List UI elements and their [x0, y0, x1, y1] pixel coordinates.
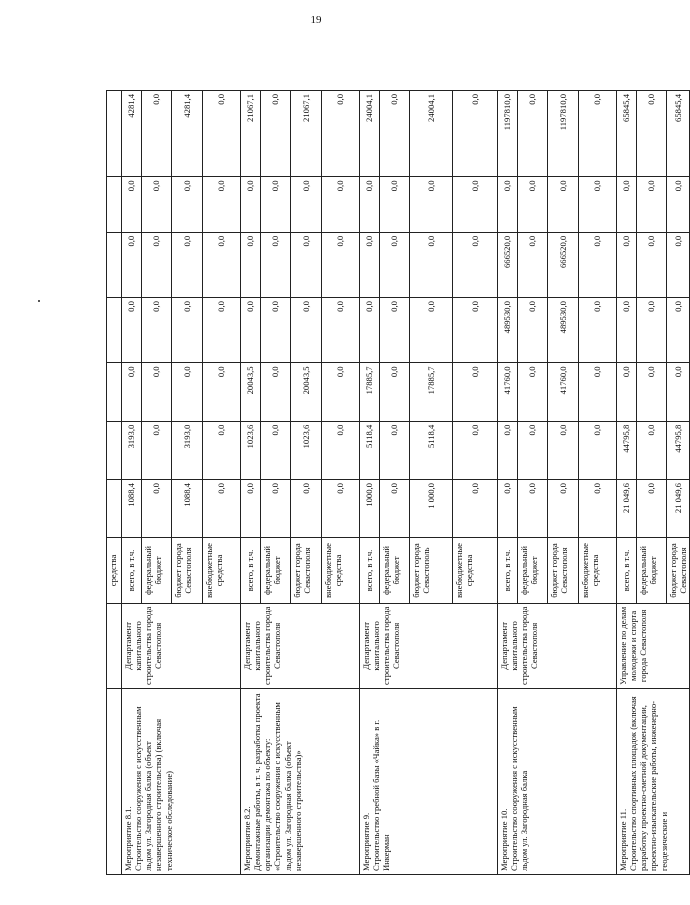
value-cell: 0,0	[203, 91, 241, 177]
value-cell: 0,0	[453, 298, 498, 363]
value-cell: 0,0	[122, 363, 142, 421]
value-cell: 0,0	[360, 232, 380, 297]
value-cell: 0,0	[637, 363, 667, 421]
value-cell: 0,0	[579, 91, 617, 177]
responsible-cell: Департамент капитального строительства города Севастополя	[241, 603, 360, 688]
continuation-row	[107, 91, 122, 875]
value-cell: 5118,4	[410, 421, 453, 479]
source-cell: внебюджетные средства	[579, 538, 617, 603]
value-cell: 0,0	[410, 298, 453, 363]
responsible-cell: Управление по делам молодежи и спорта города Севастополя	[617, 603, 690, 688]
value-cell: 20043,5	[241, 363, 261, 421]
value-cell: 0,0	[322, 298, 360, 363]
value-cell: 0,0	[617, 177, 637, 232]
value-cell: 0,0	[142, 363, 172, 421]
value-cell: 0,0	[261, 298, 291, 363]
value-cell: 0,0	[667, 177, 690, 232]
value-cell: 3193,0	[172, 421, 203, 479]
value-cell: 0,0	[203, 363, 241, 421]
value-cell: 0,0	[453, 480, 498, 538]
value-cell	[107, 91, 122, 177]
value-cell: 0,0	[579, 480, 617, 538]
value-cell: 0,0	[548, 177, 579, 232]
value-cell: 0,0	[241, 232, 261, 297]
value-cell: 0,0	[453, 177, 498, 232]
value-cell	[107, 298, 122, 363]
value-cell: 1088,4	[172, 480, 203, 538]
value-cell: 0,0	[322, 480, 360, 538]
source-cell: бюджет города Севастополь	[410, 538, 453, 603]
page-number: 19	[310, 14, 322, 26]
table-row	[498, 91, 518, 875]
value-cell: 0,0	[241, 298, 261, 363]
source-cell: федеральный бюджет	[637, 538, 667, 603]
value-cell: 0,0	[498, 177, 518, 232]
value-cell: 0,0	[637, 298, 667, 363]
source-cell: всего, в т.ч.	[498, 538, 518, 603]
source-cell: внебюджетные средства	[453, 538, 498, 603]
value-cell: 1000,0	[360, 480, 380, 538]
value-cell: 0,0	[518, 363, 548, 421]
value-cell: 0,0	[518, 91, 548, 177]
value-cell: 0,0	[322, 421, 360, 479]
value-cell: 0,0	[291, 232, 322, 297]
value-cell	[107, 363, 122, 421]
value-cell: 65845,4	[667, 91, 690, 177]
value-cell: 21067,1	[241, 91, 261, 177]
value-cell: 4281,4	[122, 91, 142, 177]
table-body	[107, 91, 690, 875]
responsible-cell: Департамент капитального строительства города Севастополя	[360, 603, 498, 688]
scan-speck	[38, 300, 40, 302]
value-cell: 0,0	[122, 232, 142, 297]
event-cell	[107, 689, 122, 875]
value-cell: 0,0	[172, 363, 203, 421]
value-cell: 0,0	[617, 363, 637, 421]
value-cell: 0,0	[142, 232, 172, 297]
value-cell	[107, 232, 122, 297]
value-cell: 24004,1	[360, 91, 380, 177]
value-cell: 0,0	[617, 232, 637, 297]
value-cell: 0,0	[637, 177, 667, 232]
value-cell: 41760,0	[548, 363, 579, 421]
value-cell: 0,0	[548, 421, 579, 479]
value-cell: 21 049,6	[667, 480, 690, 538]
value-cell: 0,0	[291, 480, 322, 538]
value-cell: 0,0	[142, 91, 172, 177]
value-cell: 0,0	[203, 480, 241, 538]
value-cell: 0,0	[203, 298, 241, 363]
value-cell: 21067,1	[291, 91, 322, 177]
value-cell: 0,0	[637, 232, 667, 297]
value-cell: 0,0	[142, 421, 172, 479]
budget-table	[106, 90, 690, 875]
value-cell: 1023,6	[241, 421, 261, 479]
value-cell: 0,0	[322, 363, 360, 421]
value-cell: 0,0	[203, 232, 241, 297]
value-cell: 0,0	[122, 177, 142, 232]
value-cell: 0,0	[380, 177, 410, 232]
value-cell: 0,0	[261, 363, 291, 421]
value-cell: 0,0	[453, 232, 498, 297]
event-cell: Мероприятие 11. Строительство спортивных площадок (включая разработку проектно-сметной документации, проектно-изыскательские работы, инженерно-геодезические и	[617, 689, 690, 875]
source-cell: всего, в т.ч.	[617, 538, 637, 603]
value-cell: 4281,4	[172, 91, 203, 177]
value-cell	[107, 177, 122, 232]
value-cell: 1 000,0	[410, 480, 453, 538]
value-cell: 24004,1	[410, 91, 453, 177]
value-cell: 3193,0	[122, 421, 142, 479]
value-cell: 0,0	[261, 91, 291, 177]
value-cell: 17885,7	[360, 363, 380, 421]
value-cell: 0,0	[380, 232, 410, 297]
value-cell: 0,0	[172, 177, 203, 232]
rotated-table-stage	[106, 90, 689, 875]
value-cell: 1197810,0	[498, 91, 518, 177]
value-cell: 0,0	[518, 480, 548, 538]
value-cell: 0,0	[322, 177, 360, 232]
table-row	[360, 91, 380, 875]
source-cell: внебюджетные средства	[203, 538, 241, 603]
value-cell: 489530,0	[548, 298, 579, 363]
source-cell: федеральный бюджет	[380, 538, 410, 603]
value-cell: 1197810,0	[548, 91, 579, 177]
event-cell: Мероприятие 10. Строительство сооружения с искусственным льдом ул. Загородная балка	[498, 689, 617, 875]
value-cell: 0,0	[579, 421, 617, 479]
value-cell: 0,0	[380, 480, 410, 538]
value-cell: 0,0	[172, 298, 203, 363]
value-cell: 0,0	[261, 177, 291, 232]
source-cell: бюджет города Севастополя	[172, 538, 203, 603]
value-cell: 65845,4	[617, 91, 637, 177]
value-cell: 20043,5	[291, 363, 322, 421]
value-cell: 0,0	[667, 298, 690, 363]
value-cell: 0,0	[498, 421, 518, 479]
table-row	[241, 91, 261, 875]
value-cell: 0,0	[518, 298, 548, 363]
value-cell	[107, 421, 122, 479]
event-cell: Мероприятие 9. Строительство гребной базы «Чайка» в г. Инкерман	[360, 689, 498, 875]
value-cell: 21 049,6	[617, 480, 637, 538]
value-cell: 0,0	[203, 421, 241, 479]
value-cell: 0,0	[637, 91, 667, 177]
value-cell: 0,0	[291, 298, 322, 363]
source-cell: всего, в т.ч.	[122, 538, 142, 603]
value-cell: 0,0	[380, 298, 410, 363]
value-cell: 0,0	[142, 177, 172, 232]
event-cell: Мероприятие 8.1. Строительство сооружения с искусственным льдом ул. Загородная балка (объект незавершенного строительства) (включая техническое обследование)	[122, 689, 241, 875]
value-cell: 0,0	[142, 298, 172, 363]
value-cell: 0,0	[410, 177, 453, 232]
value-cell: 0,0	[261, 480, 291, 538]
value-cell: 0,0	[518, 232, 548, 297]
value-cell: 0,0	[498, 480, 518, 538]
value-cell: 5118,4	[360, 421, 380, 479]
value-cell: 0,0	[380, 421, 410, 479]
value-cell: 0,0	[172, 232, 203, 297]
value-cell: 0,0	[637, 421, 667, 479]
table-row	[122, 91, 142, 875]
source-cell: внебюджетные средства	[322, 538, 360, 603]
source-cell: средства	[107, 538, 122, 603]
value-cell: 0,0	[241, 177, 261, 232]
source-cell: федеральный бюджет	[518, 538, 548, 603]
event-cell: Мероприятие 8.2. Демонтажные работы, в т. ч. разработка проекта организации демонтажа по объекту: «Строительство сооружения с искусственным льдом ул. Загородная балка (объект незавершенного строительства)»	[241, 689, 360, 875]
source-cell: всего, в т.ч.	[241, 538, 261, 603]
value-cell: 0,0	[360, 177, 380, 232]
value-cell: 0,0	[518, 177, 548, 232]
value-cell: 0,0	[518, 421, 548, 479]
value-cell: 0,0	[291, 177, 322, 232]
source-cell: бюджет города Севастополя	[291, 538, 322, 603]
source-cell: всего, в т.ч.	[360, 538, 380, 603]
value-cell: 0,0	[453, 363, 498, 421]
value-cell: 0,0	[637, 480, 667, 538]
value-cell: 0,0	[548, 480, 579, 538]
value-cell	[107, 480, 122, 538]
value-cell: 0,0	[322, 232, 360, 297]
source-cell: бюджет города Севастополя	[548, 538, 579, 603]
value-cell: 1023,6	[291, 421, 322, 479]
value-cell: 0,0	[203, 177, 241, 232]
value-cell: 0,0	[322, 91, 360, 177]
responsible-cell: Департамент капитального строительства города Севастополя	[122, 603, 241, 688]
value-cell: 0,0	[360, 298, 380, 363]
responsible-cell	[107, 603, 122, 688]
value-cell: 44795,8	[617, 421, 637, 479]
value-cell: 44795,8	[667, 421, 690, 479]
source-cell: бюджет города Севастополя	[667, 538, 690, 603]
table-row	[617, 91, 637, 875]
value-cell: 41760,0	[498, 363, 518, 421]
value-cell: 0,0	[667, 232, 690, 297]
value-cell: 0,0	[241, 480, 261, 538]
source-cell: федеральный бюджет	[142, 538, 172, 603]
value-cell: 0,0	[261, 421, 291, 479]
value-cell: 0,0	[380, 91, 410, 177]
value-cell: 0,0	[122, 298, 142, 363]
value-cell: 489530,0	[498, 298, 518, 363]
value-cell: 666520,0	[548, 232, 579, 297]
value-cell: 1088,4	[122, 480, 142, 538]
value-cell: 0,0	[579, 363, 617, 421]
value-cell: 0,0	[453, 91, 498, 177]
value-cell: 0,0	[142, 480, 172, 538]
value-cell: 0,0	[380, 363, 410, 421]
value-cell: 0,0	[667, 363, 690, 421]
value-cell: 0,0	[261, 232, 291, 297]
responsible-cell: Департамент капитального строительства города Севастополя	[498, 603, 617, 688]
value-cell: 17885,7	[410, 363, 453, 421]
value-cell: 0,0	[410, 232, 453, 297]
value-cell: 0,0	[579, 232, 617, 297]
value-cell: 666520,0	[498, 232, 518, 297]
value-cell: 0,0	[579, 177, 617, 232]
value-cell: 0,0	[617, 298, 637, 363]
value-cell: 0,0	[579, 298, 617, 363]
value-cell: 0,0	[453, 421, 498, 479]
source-cell: федеральный бюджет	[261, 538, 291, 603]
